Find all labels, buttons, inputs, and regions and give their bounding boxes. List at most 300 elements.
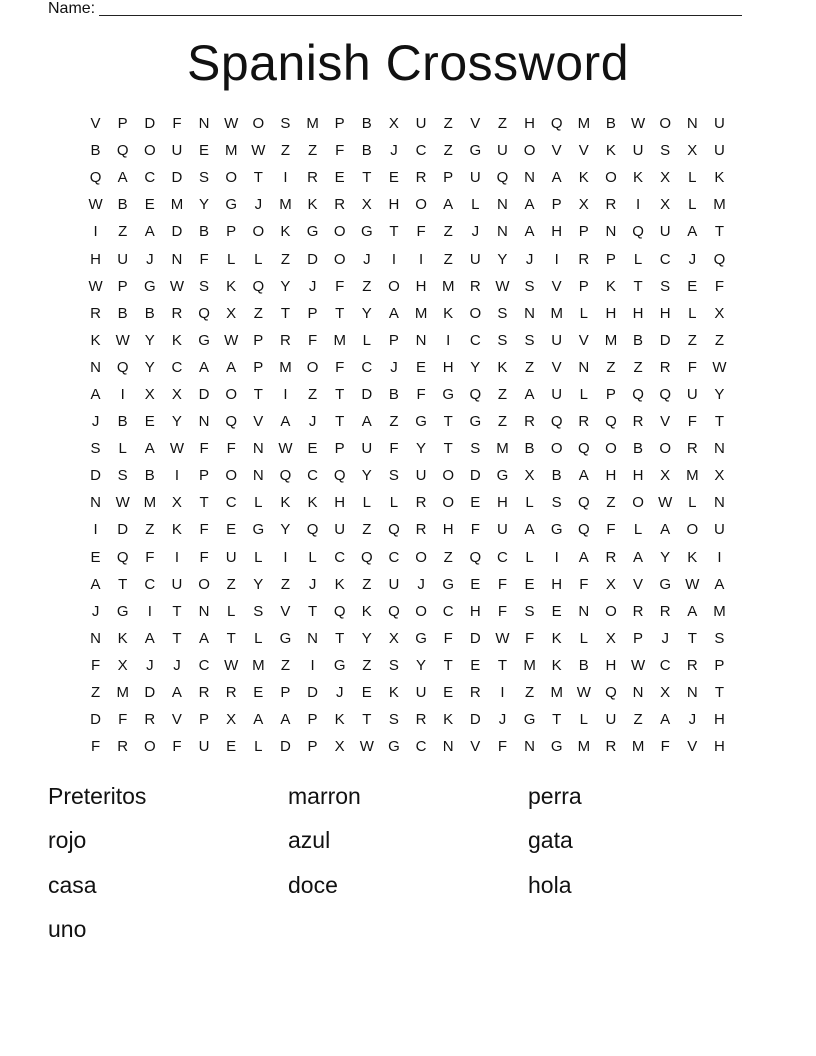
page-title: Spanish Crossword (186, 35, 630, 91)
grid-cell: B (633, 331, 644, 349)
grid-cell: D (171, 223, 183, 241)
grid-cell: H (659, 304, 671, 322)
grid-cell: J (525, 250, 534, 268)
grid-cell: N (252, 440, 264, 458)
grid-cell: P (117, 115, 128, 133)
grid-cell: J (363, 250, 371, 268)
grid-cell: K (714, 169, 725, 187)
grid-cell: E (470, 575, 481, 593)
grid-cell: B (633, 440, 644, 458)
grid-cell: K (117, 629, 128, 647)
grid-cell: L (308, 548, 317, 566)
grid-cell: J (173, 656, 181, 674)
grid-cell: B (551, 467, 562, 485)
grid-cell: X (714, 467, 725, 485)
grid-cell: P (443, 169, 454, 187)
grid-cell: L (688, 196, 697, 214)
grid-cell: U (415, 115, 427, 133)
grid-cell: Z (362, 656, 372, 674)
word-list (48, 779, 768, 956)
grid-cell: D (307, 684, 318, 702)
grid-cell: T (172, 629, 182, 647)
grid-cell: C (144, 169, 156, 187)
grid-cell: I (283, 169, 288, 187)
grid-cell: N (252, 467, 264, 485)
grid-cell: N (198, 602, 210, 620)
grid-cell: Z (118, 223, 128, 241)
grid-cell: O (143, 142, 156, 160)
grid-cell: J (146, 250, 154, 268)
grid-cell: J (688, 711, 697, 729)
grid-cell: U (632, 142, 644, 160)
grid-cell: R (605, 548, 617, 566)
grid-cell: J (91, 602, 100, 620)
grid-cell: H (388, 196, 400, 214)
grid-cell: S (524, 602, 535, 620)
grid-cell: A (280, 711, 291, 729)
grid-cell: Y (199, 196, 210, 214)
grid-cell: O (225, 385, 238, 403)
grid-cell: F (199, 440, 209, 458)
grid-cell: P (334, 115, 345, 133)
grid-cell: R (225, 684, 237, 702)
grid-cell: Z (280, 575, 291, 593)
grid-cell: O (605, 169, 617, 187)
grid-cell: T (335, 385, 345, 403)
grid-cell: S (714, 629, 725, 647)
grid-cell: P (714, 656, 725, 674)
grid-cell: M (713, 602, 726, 620)
grid-cell: C (361, 358, 373, 376)
grid-cell: K (443, 711, 454, 729)
grid-cell: P (307, 738, 318, 756)
grid-cell: A (117, 169, 128, 187)
grid-cell: Q (605, 413, 617, 431)
grid-cell: M (577, 115, 591, 133)
grid-cell: E (470, 494, 481, 512)
grid-cell: R (280, 331, 291, 349)
grid-cell: P (578, 223, 589, 241)
grid-cell: Q (632, 223, 644, 241)
grid-cell: J (308, 413, 317, 431)
grid-cell: A (660, 521, 671, 539)
grid-cell: M (279, 358, 292, 376)
grid-cell: A (361, 413, 372, 431)
grid-cell: O (143, 738, 156, 756)
grid-cell: T (362, 169, 372, 187)
grid-cell: R (415, 169, 427, 187)
grid-cell: S (470, 440, 481, 458)
grid-cell: W (712, 358, 727, 376)
grid-cell: E (470, 656, 481, 674)
grid-cell: N (307, 629, 318, 647)
grid-cell: L (254, 250, 263, 268)
grid-cell: G (143, 277, 156, 295)
grid-cell: W (278, 440, 293, 458)
grid-cell: X (660, 467, 671, 485)
grid-cell: B (524, 440, 535, 458)
grid-cell: T (443, 440, 453, 458)
grid-cell: W (169, 440, 185, 458)
grid-cell: E (551, 602, 562, 620)
grid-cell: O (252, 115, 265, 133)
grid-cell: Q (89, 169, 102, 187)
grid-cell: I (174, 548, 180, 566)
grid-cell: Q (577, 440, 590, 458)
grid-cell: Q (713, 250, 726, 268)
grid-cell: W (224, 656, 239, 674)
grid-cell: V (551, 358, 562, 376)
grid-cell: G (523, 711, 536, 729)
grid-cell: Y (280, 521, 291, 539)
grid-cell: F (90, 656, 101, 674)
grid-cell: W (251, 142, 266, 160)
grid-cell: B (605, 115, 616, 133)
grid-cell: A (714, 575, 725, 593)
grid-cell: A (144, 440, 155, 458)
grid-cell: N (524, 738, 535, 756)
grid-cell: N (632, 684, 644, 702)
grid-cell: W (224, 115, 239, 133)
grid-cell: Q (577, 521, 590, 539)
grid-cell: G (496, 467, 509, 485)
grid-cell: E (307, 440, 318, 458)
grid-cell: D (280, 738, 291, 756)
grid-cell: G (333, 656, 346, 674)
grid-cell: A (524, 385, 535, 403)
letter-grid (82, 110, 733, 760)
grid-cell: S (388, 711, 399, 729)
grid-cell: M (116, 684, 129, 702)
grid-cell: R (632, 413, 644, 431)
grid-cell: P (334, 440, 345, 458)
name-underline (99, 0, 742, 16)
grid-cell: V (633, 575, 644, 593)
grid-cell: F (335, 277, 345, 295)
grid-cell: T (443, 413, 453, 431)
grid-cell: M (523, 656, 536, 674)
grid-cell: F (335, 142, 345, 160)
grid-cell: O (252, 223, 265, 241)
grid-cell: K (280, 223, 291, 241)
grid-cell: Z (443, 142, 453, 160)
grid-cell: U (497, 521, 508, 539)
grid-cell: W (115, 331, 130, 349)
grid-cell: X (660, 169, 671, 187)
grid-cell: C (388, 548, 400, 566)
grid-cell: V (578, 142, 589, 160)
grid-cell: G (306, 223, 319, 241)
grid-cell: S (253, 602, 264, 620)
grid-cell: J (335, 684, 344, 702)
grid-cell: I (554, 250, 559, 268)
grid-cell: M (631, 738, 645, 756)
grid-cell: A (687, 602, 698, 620)
grid-cell: S (497, 304, 508, 322)
grid-cell: K (226, 277, 237, 295)
grid-cell: C (334, 548, 346, 566)
grid-cell: M (496, 440, 509, 458)
grid-cell: M (414, 304, 428, 322)
grid-cell: W (630, 656, 646, 674)
grid-cell: F (90, 738, 101, 756)
grid-cell: J (308, 277, 317, 295)
grid-cell: B (117, 413, 128, 431)
grid-cell: T (362, 711, 372, 729)
grid-cell: L (254, 738, 263, 756)
grid-cell: F (118, 711, 128, 729)
grid-cell: P (388, 331, 399, 349)
grid-cell: F (687, 413, 697, 431)
grid-cell: N (90, 629, 101, 647)
grid-cell: L (389, 494, 399, 512)
grid-cell: Z (443, 548, 453, 566)
grid-cell: Y (361, 629, 372, 647)
grid-cell: O (225, 467, 238, 485)
grid-cell: N (198, 413, 210, 431)
grid-cell: W (658, 494, 673, 512)
grid-cell: J (471, 223, 480, 241)
grid-cell: G (279, 629, 292, 647)
grid-cell: L (254, 548, 263, 566)
grid-cell: S (388, 467, 399, 485)
grid-cell: K (551, 656, 562, 674)
grid-cell: K (578, 169, 589, 187)
grid-cell: W (495, 277, 510, 295)
grid-cell: N (497, 196, 508, 214)
grid-cell: S (280, 115, 291, 133)
grid-cell: F (416, 223, 426, 241)
grid-cell: S (388, 656, 399, 674)
grid-cell: A (90, 575, 101, 593)
grid-cell: Z (606, 358, 616, 376)
grid-cell: B (144, 304, 155, 322)
grid-cell: H (632, 467, 644, 485)
grid-cell: O (605, 602, 617, 620)
grid-cell: F (470, 521, 480, 539)
grid-cell: F (145, 548, 155, 566)
grid-cell: Z (443, 115, 453, 133)
grid-cell: U (714, 115, 725, 133)
grid-cell: X (334, 738, 345, 756)
grid-cell: L (579, 711, 588, 729)
grid-cell: A (578, 467, 589, 485)
grid-cell: O (306, 358, 319, 376)
grid-cell: T (633, 277, 643, 295)
grid-cell: G (360, 223, 373, 241)
grid-cell: Q (496, 169, 509, 187)
grid-cell: M (279, 196, 292, 214)
grid-cell: A (524, 196, 535, 214)
grid-cell: M (550, 304, 563, 322)
grid-cell: G (442, 385, 455, 403)
grid-cell: Y (714, 385, 725, 403)
grid-cell: O (632, 494, 644, 512)
grid-cell: K (171, 521, 182, 539)
grid-cell: U (714, 142, 725, 160)
grid-cell: U (334, 521, 346, 539)
grid-cell: A (199, 629, 210, 647)
grid-cell: T (226, 629, 236, 647)
word-list-item: marron (288, 783, 361, 809)
grid-cell: A (226, 358, 237, 376)
grid-cell: X (117, 656, 128, 674)
grid-cell: Y (497, 250, 508, 268)
grid-cell: A (388, 304, 399, 322)
grid-cell: I (120, 385, 125, 403)
grid-cell: F (443, 629, 453, 647)
grid-cell: J (146, 656, 154, 674)
grid-cell: K (687, 548, 698, 566)
grid-cell: N (605, 223, 617, 241)
grid-cell: P (551, 196, 562, 214)
grid-cell: Q (252, 277, 265, 295)
grid-cell: I (283, 385, 288, 403)
grid-cell: Y (416, 440, 427, 458)
grid-cell: K (334, 711, 345, 729)
grid-cell: P (280, 684, 291, 702)
grid-cell: Z (714, 331, 725, 349)
grid-cell: R (605, 196, 617, 214)
grid-cell: V (687, 738, 698, 756)
grid-cell: D (171, 169, 183, 187)
grid-cell: V (470, 738, 481, 756)
grid-cell: I (446, 331, 451, 349)
grid-cell: O (686, 521, 699, 539)
grid-cell: M (170, 196, 184, 214)
grid-cell: R (469, 684, 481, 702)
grid-cell: U (225, 548, 237, 566)
grid-cell: S (524, 331, 535, 349)
grid-cell: Q (116, 548, 129, 566)
grid-cell: R (144, 711, 156, 729)
grid-cell: I (418, 250, 424, 268)
grid-cell: T (335, 304, 345, 322)
grid-cell: N (578, 358, 590, 376)
grid-cell: U (415, 684, 427, 702)
grid-cell: T (199, 494, 209, 512)
grid-cell: Z (443, 250, 453, 268)
grid-cell: U (171, 575, 183, 593)
grid-cell: S (199, 277, 210, 295)
grid-cell: I (310, 656, 315, 674)
grid-cell: E (388, 169, 399, 187)
grid-cell: H (524, 115, 535, 133)
grid-cell: U (497, 142, 508, 160)
grid-cell: Q (306, 521, 319, 539)
grid-cell: W (88, 277, 103, 295)
grid-cell: H (442, 358, 454, 376)
grid-cell: K (334, 575, 345, 593)
grid-cell: Q (225, 413, 238, 431)
grid-cell: D (90, 711, 101, 729)
grid-cell: T (497, 656, 508, 674)
grid-cell: R (659, 358, 671, 376)
grid-cell: M (441, 277, 455, 295)
grid-cell: A (578, 548, 589, 566)
grid-cell: E (144, 196, 155, 214)
grid-cell: Y (361, 304, 372, 322)
grid-cell: K (497, 358, 508, 376)
grid-cell: Z (226, 575, 236, 593)
grid-cell: G (469, 413, 482, 431)
grid-cell: A (443, 196, 454, 214)
grid-cell: J (498, 711, 507, 729)
grid-cell: H (90, 250, 101, 268)
grid-cell: U (361, 440, 373, 458)
grid-cell: L (118, 440, 127, 458)
grid-cell: O (659, 440, 672, 458)
grid-cell: Q (388, 521, 400, 539)
grid-cell: T (280, 304, 291, 322)
grid-cell: P (605, 385, 616, 403)
grid-cell: Z (280, 142, 291, 160)
grid-cell: P (307, 711, 318, 729)
grid-cell: A (199, 358, 210, 376)
grid-cell: E (144, 413, 155, 431)
grid-cell: J (254, 196, 263, 214)
grid-cell: C (442, 602, 454, 620)
grid-cell: R (524, 413, 535, 431)
grid-cell: D (90, 467, 101, 485)
grid-cell: O (550, 440, 563, 458)
word-list-item: perra (528, 783, 582, 809)
grid-cell: R (307, 169, 318, 187)
grid-cell: V (90, 115, 101, 133)
grid-cell: Y (253, 575, 264, 593)
grid-cell: Y (361, 467, 372, 485)
grid-cell: Z (253, 304, 263, 322)
grid-cell: T (687, 629, 697, 647)
grid-cell: Z (280, 656, 291, 674)
grid-cell: X (171, 494, 182, 512)
grid-cell: Z (633, 358, 643, 376)
grid-cell: C (225, 494, 237, 512)
grid-cell: J (91, 413, 100, 431)
grid-cell: S (660, 142, 671, 160)
grid-cell: L (471, 196, 480, 214)
grid-cell: P (199, 467, 210, 485)
grid-cell: Z (524, 358, 535, 376)
grid-cell: R (415, 494, 427, 512)
grid-cell: L (525, 548, 534, 566)
grid-cell: F (579, 575, 589, 593)
grid-cell: Z (497, 413, 508, 431)
grid-cell: M (686, 467, 699, 485)
grid-cell: L (579, 385, 588, 403)
grid-cell: Z (524, 684, 535, 702)
grid-cell: J (688, 250, 697, 268)
grid-cell: F (172, 738, 182, 756)
grid-cell: O (442, 467, 455, 485)
grid-cell: E (253, 684, 264, 702)
grid-cell: I (93, 223, 98, 241)
grid-cell: S (524, 277, 535, 295)
grid-cell: Q (469, 548, 482, 566)
grid-cell: G (415, 413, 427, 431)
grid-cell: N (171, 250, 183, 268)
grid-cell: L (688, 169, 697, 187)
grid-cell: Q (198, 304, 210, 322)
grid-cell: Q (116, 358, 129, 376)
grid-cell: P (253, 358, 264, 376)
grid-cell: A (144, 629, 155, 647)
name-field (48, 0, 742, 19)
grid-cell: L (688, 494, 697, 512)
grid-cell: I (717, 548, 722, 566)
grid-cell: K (307, 196, 318, 214)
grid-cell: R (117, 738, 129, 756)
